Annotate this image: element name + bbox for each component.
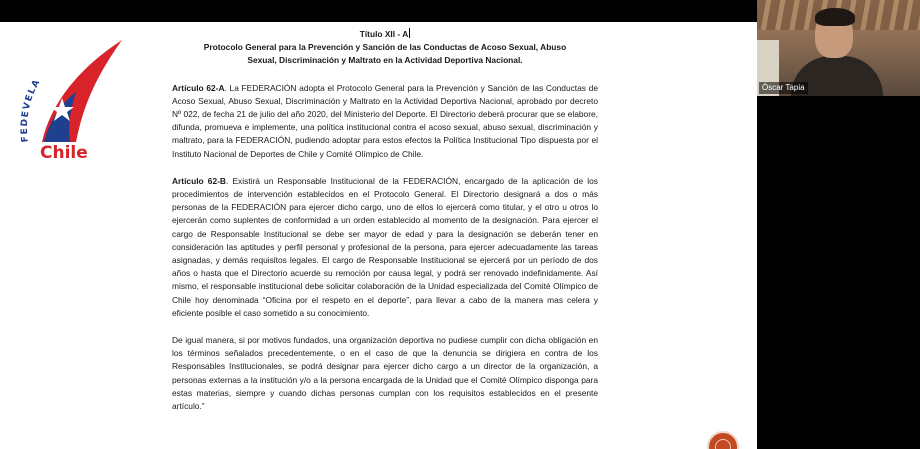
article-62a [172,82,598,161]
fedevela-logo [14,30,126,180]
text-cursor [409,28,410,38]
article-62a-label: Artículo 62-A [172,82,225,93]
paragraph-3: De igual manera, si por motivos fundados, una organización deportiva no pudiese cumplir con dicha obligación en los términos señalados precedentemente, o en el caso de que la denuncia se dirigiera en contra de los Responsables Institucionales, se podrá designar para ejercer dicho cargo a un director de la organización, a personas externas a la institución y/o a la persona encargada de la Unidad que el Comité Olímpico disponga para estas materias, siempre y cuando dichas personas cumplan con los requisitos establecidos en el presente artículo.” [172,335,598,412]
document-title: Título XII - A [359,29,409,39]
participant-name-label: Óscar Tapia [759,82,808,94]
article-62a-text: . La FEDERACIÓN adopta el Protocolo General para la Prevención y Sanción de las Conductas de Acoso Sexual, Abuso Sexual, Discriminación y Maltrato en la Actividad Deportiva Nacional, aprobado por decreto Nº 022, de fecha 21 de julio del año 2020, del Ministerio del Deporte. El Directorio deberá procurar que se elabore, difunda, promueva e implemente, una política institucional contra el acoso sexual, abuso sexual, discriminación y maltrato, para la FEDERACIÓN, pudiendo adoptar para estos efectos la Política Institucional Tipo dispuesta por el Instituto Nacional de Deportes de Chile y Comité Olímpico de Chile. [172,82,598,159]
logo-name: Chile [40,143,88,163]
document-body [172,28,598,427]
svg-text:FEDEVELA [20,77,43,143]
record-button[interactable] [707,431,739,449]
logo-arc-text: FEDEVELA [19,77,43,143]
shared-document [0,22,757,449]
article-62b-text: . Existirá un Responsable Institucional de la FEDERACIÓN, encargado de la aplicación de los procedimientos de intervención establecidos en el Protocolo General. El Directorio designará a dos o más personas de la FEDERACIÓN para ejercer dicho cargo, uno de ellos lo ejercerá como titular, y el otro u otros lo ejercerán como suplentes de conformidad a un orden establecido al momento de la designación. Para ejercer el cargo de Responsable Institucional se debe ser mayor de edad y para la designación se deberán tener en consideración las aptitudes y perfil personal y profesional de la persona, para ejercer adecuadamente las tareas asignadas, y demás requisitos legales. El cargo de Responsable Institucional se ejercerá por un período de dos años o hasta que el Directorio acuerde su remoción por causa legal, y podrá ser renovado indefinidamente. Así mismo, el responsable institucional debe solicitar colaboración de la Unidad especializada del Comité Olímpico de Chile hoy denominada “Oficina por el respeto en el deporte”, para llevar a cabo de la manera mas celera y eficiente posible el caso sometido a su conocimiento. [172,175,598,318]
article-62b-label: Artículo 62-B [172,175,226,186]
side-panel [757,96,920,449]
article-62b [172,175,598,320]
document-subtitle: Protocolo General para la Prevención y Sanción de las Conductas de Acoso Sexual, Abuso Sexual, Discriminación y Maltrato en la Actividad Deportiva Nacional. [203,42,567,66]
